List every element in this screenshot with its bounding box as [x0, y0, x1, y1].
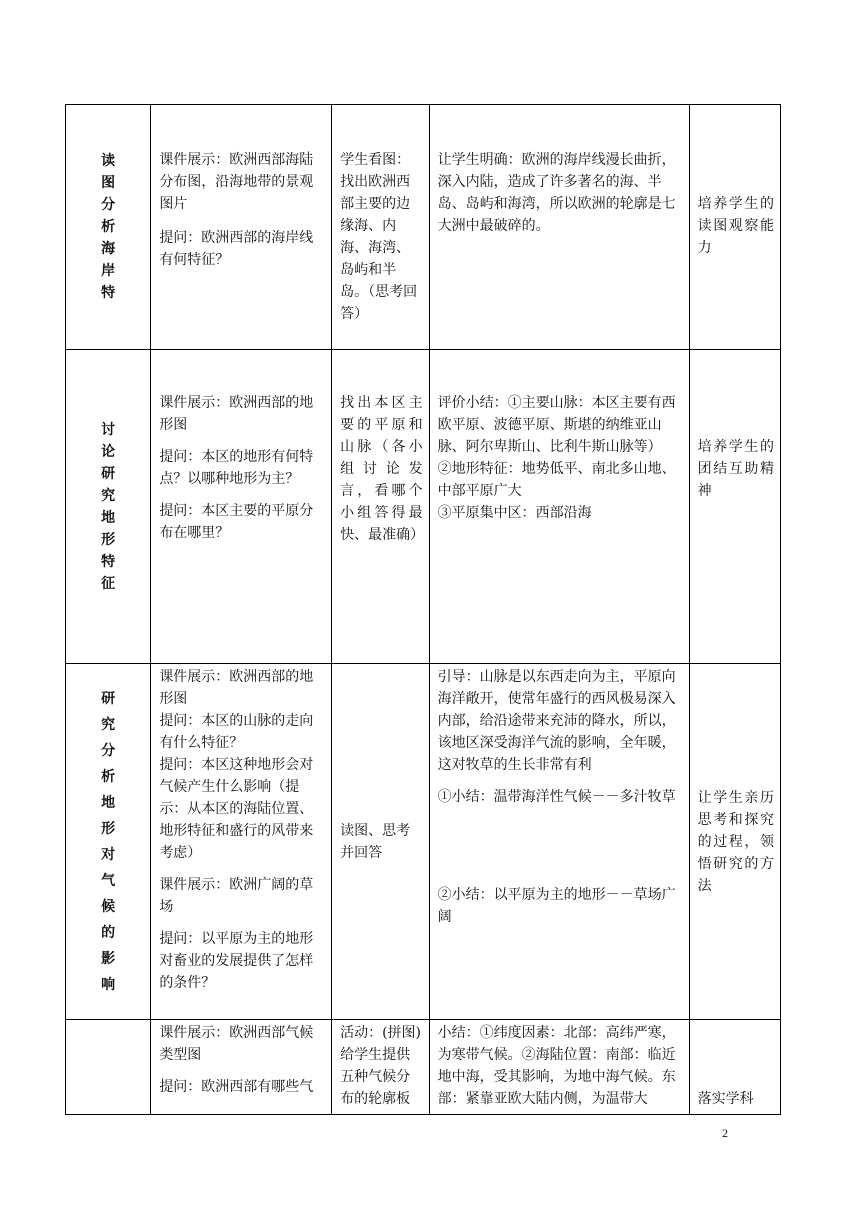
table-row: [66, 664, 781, 1020]
topic-cell: 讨 论 研 究 地 形 特 征: [66, 350, 151, 664]
goal-cell: 让学生亲历思考和探究的过程，领悟研究的方法: [689, 664, 780, 1020]
goal-cell: 落实学科: [689, 1020, 780, 1115]
teacher-activity-cell: 课件展示：欧洲西部的地形图 提问：本区的山脉的走向有什么特征？ 提问：本区这种地形会对气候产生什么影响（提示：从本区的海陆位置、地形特征和盛行的风带来考虑） 课件展示：欧洲广阔的草场 提问：以平原为主的地形对畜业的发展提供了怎样的条件？: [151, 664, 332, 1020]
table-row: [66, 1020, 781, 1115]
student-activity-cell: 找出本区主要的平原和山脉（各小组讨论发言，看哪个小组答得最快、最准确）: [332, 350, 430, 664]
teacher-activity-cell: 课件展示：欧洲西部的地形图 提问：本区的地形有何特点？以哪种地形为主？ 提问：本区主要的平原分布在哪里？: [151, 350, 332, 664]
goal-cell: 培养学生的读图观察能力: [689, 105, 780, 350]
goal-cell: 培养学生的团结互助精神: [689, 350, 780, 664]
table-row: [66, 350, 781, 664]
student-activity-cell: 读图、思考并回答: [332, 664, 430, 1020]
summary-cell: 评价小结：①主要山脉：本区主要有西欧平原、波德平原、斯堪的纳维亚山脉、阿尔卑斯山、比利牛斯山脉等） ②地形特征：地势低平、南北多山地、中部平原广大 ③平原集中区：西部沿海: [429, 350, 689, 664]
page-number: 2: [722, 1126, 728, 1140]
topic-cell: [66, 1020, 151, 1115]
lesson-plan-table: [65, 104, 781, 1115]
student-activity-cell: 学生看图：找出欧洲西部主要的边缘海、内海、海湾、岛屿和半岛。（思考回答）: [332, 105, 430, 350]
teacher-activity-cell: 课件展示：欧洲西部气候类型图 提问：欧洲西部有哪些气: [151, 1020, 332, 1115]
summary-cell: 让学生明确：欧洲的海岸线漫长曲折，深入内陆，造成了许多著名的海、半岛、岛屿和海湾，所以欧洲的轮廓是七大洲中最破碎的。: [429, 105, 689, 350]
summary-cell: 小结：①纬度因素：北部：高纬严寒，为寒带气候。②海陆位置：南部：临近地中海，受其影响，为地中海气候。东部：紧靠亚欧大陆内侧，为温带大: [429, 1020, 689, 1115]
table-row: [66, 105, 781, 350]
teacher-activity-cell: 课件展示：欧洲西部海陆分布图，沿海地带的景观图片 提问：欧洲西部的海岸线有何特征？: [151, 105, 332, 350]
student-activity-cell: 活动：(拼图)给学生提供五种气候分布的轮廓板: [332, 1020, 430, 1115]
topic-cell: 读 图 分 析 海 岸 特: [66, 105, 151, 350]
summary-cell: 引导：山脉是以东西走向为主，平原向海洋敞开，使常年盛行的西风极易深入内部，给沿途带来充沛的降水，所以，该地区深受海洋气流的影响，全年暖，这对牧草的生长非常有利 ①小结：温带海洋性气候－－多汁牧草 ②小结：以平原为主的地形－－草场广阔: [429, 664, 689, 1020]
topic-cell: 研 究 分 析 地 形 对 气 候 的 影 响: [66, 664, 151, 1020]
